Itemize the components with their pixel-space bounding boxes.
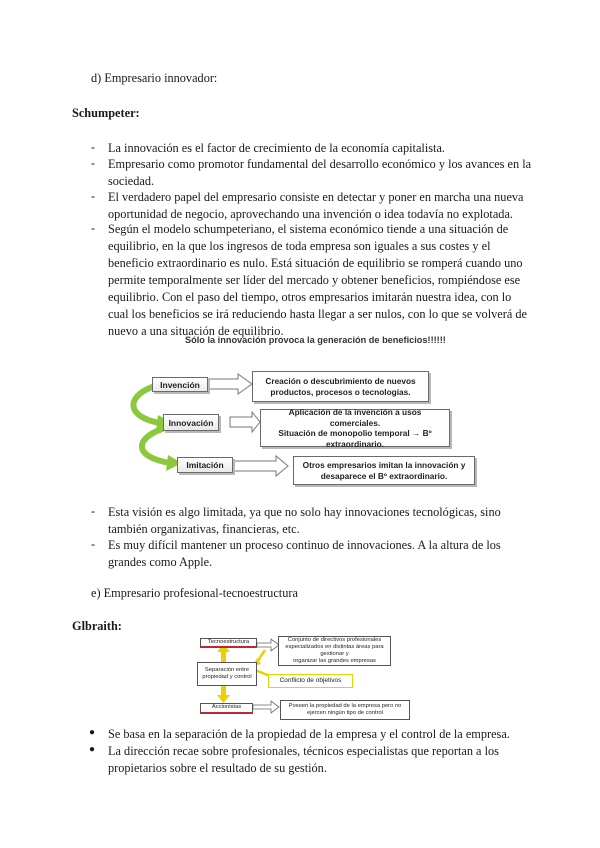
text-line: equilibrio. Con el paso del tiempo, otros empresarios imitarán nuestra idea, con lo [108,290,512,304]
invencion-label: Invención [160,379,200,390]
text-line: propietarios sobre el resultado de su gestión. [108,761,327,775]
text-line: Según el modelo schumpeteriano, el sistema económico tiende a una situación de [108,222,509,236]
text-line: especializados en distintas áreas para gestionar y [285,643,384,657]
bullet-dash: - [91,140,96,154]
galbraith-point-2 [108,743,528,777]
text-line: propiedad y control [202,674,252,680]
galbraith-heading: Glbraith: [72,619,122,633]
text-line: organizar las grandes empresas [293,658,376,665]
separacion-box [197,662,257,686]
innovacion-desc-box [260,409,450,447]
text-line: Situación de monopolio temporal → Bº [278,428,432,438]
imitacion-label: Imitación [186,460,224,470]
schumpeter-point-3 [108,189,528,223]
bullet-dash: - [91,504,96,518]
text-line: Esta visión es algo limitada, ya que no solo hay innovaciones tecnológicas, sino [108,505,501,519]
conflicto-label: Conflicto de objetivos [279,677,342,685]
text-line: Conjunto de directivos profesionales [287,636,382,643]
text-line: desaparece el Bº extraordinario. [320,470,448,481]
text-line: extraordinario. [325,438,385,449]
text-line: Empresario como promotor fundamental del desarrollo económico y los avances en la [108,157,532,171]
bullet-dash: - [91,537,96,551]
conflicto-box [268,674,353,688]
limitation-point-1 [108,504,528,538]
tecnoestructura-label: Tecnoestructura [207,638,250,645]
text-line: cual los beneficios se irá reduciendo hasta llegar a ser nulos, con lo que se volverá de [108,307,527,321]
bullet-dash: - [91,156,96,170]
bullet-dot: ● [89,744,96,755]
text-line: Aplicación de la invención a usos comerciales. [288,407,422,428]
bullet-dash: - [91,189,96,203]
imitacion-desc-box [293,456,475,485]
text-line: Poseen la propiedad de la empresa pero no [288,702,402,709]
text-line: oportunidad de negocio, aprovechando una invención o idea todavía no explotada. [108,207,513,221]
text-line: Creación o descubrimiento de nuevos [265,376,416,386]
section-e-label: e) Empresario profesional-tecnoestructura [91,586,298,600]
text-line: La dirección recae sobre profesionales, técnicos especialistas que reportan a los [108,744,499,758]
imitacion-box [177,457,233,473]
innovacion-box [163,414,219,431]
text-line: beneficio extraordinario es nulo. Está situación de equilibrio se romperá cuando uno [108,256,523,270]
text-line: también organizativas, financieras, etc. [108,522,300,536]
schumpeter-point-4 [108,221,528,340]
limitation-point-2 [108,537,528,571]
bullet-dot: ● [89,727,96,738]
accionistas-desc-box [280,700,410,720]
galbraith-point-1: Se basa en la separación de la propiedad de la empresa y el control de la empresa. [108,727,510,741]
schumpeter-heading: Schumpeter: [72,106,140,120]
section-d-label: d) Empresario innovador: [91,71,218,85]
text-line: equilibrio, en la que los ingresos de toda empresa son iguales a sus costes y el [108,239,491,253]
text-line: Es muy difícil mantener un proceso continuo de innovaciones. A la altura de los [108,538,501,552]
accionistas-box [200,703,253,714]
accionistas-label: Accionistas [211,704,242,711]
text-line: productos, procesos o tecnologías. [270,386,411,397]
text-line: permite temporalmente ser líder del mercado y obtener beneficios, rompiéndose ese [108,273,521,287]
invencion-box [152,377,208,392]
innovacion-label: Innovación [168,417,214,428]
text-line: grandes como Apple. [108,555,213,569]
invencion-desc-box [252,371,429,402]
schumpeter-point-2 [108,156,532,190]
tecnoestructura-box [200,638,257,648]
bullet-dash: - [91,221,96,235]
text-line: nuevo a una situación de equilibrio. [108,324,284,338]
text-line: Separación entre [204,666,250,673]
tecnoestructura-desc-box [278,636,391,666]
text-line: ejercen ningún tipo de control [306,710,384,716]
text-line: sociedad. [108,174,155,188]
schumpeter-point-1: La innovación es el factor de crecimiento de la economía capitalista. [108,141,445,155]
diagram-title: Sólo la innovación provoca la generación de beneficios!!!!!! [185,335,446,345]
text-line: Otros empresarios imitan la innovación y [302,460,466,470]
text-line: El verdadero papel del empresario consiste en detectar y poner en marcha una nueva [108,190,524,204]
